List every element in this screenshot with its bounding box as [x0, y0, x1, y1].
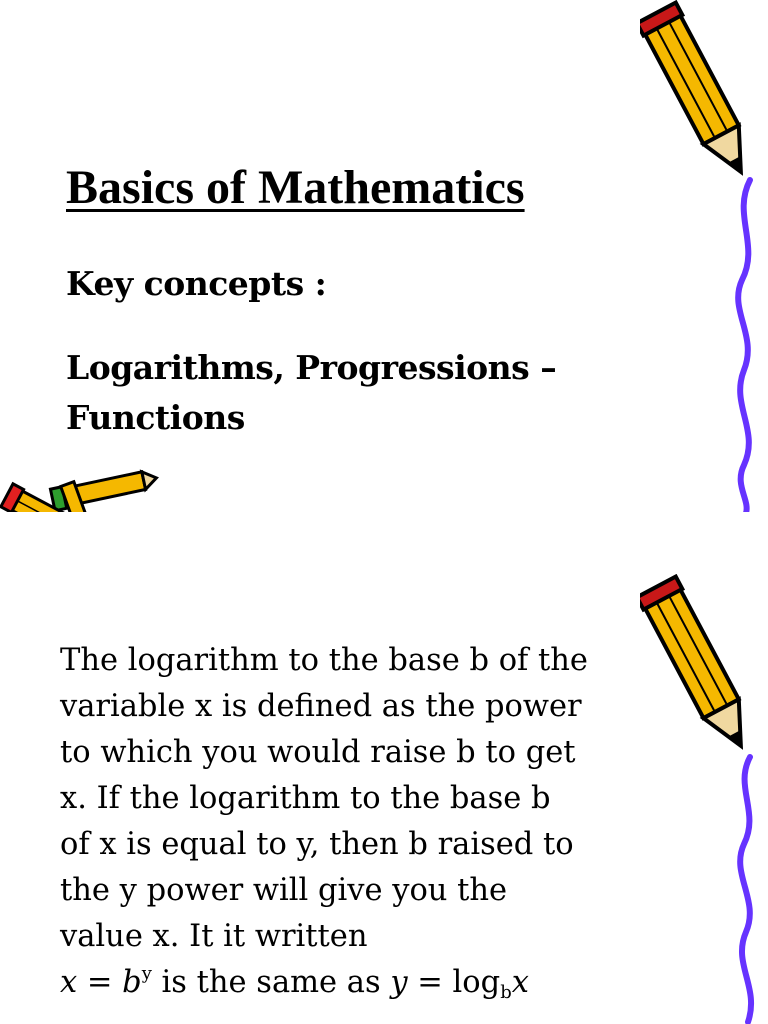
key-concepts-label: Key concepts : [66, 264, 327, 303]
pencil-icon [640, 0, 760, 190]
squiggle-line [720, 175, 768, 512]
formula-middle-text: is the same as [151, 965, 391, 1000]
topics-text: Logarithms, Progressions – Functions [66, 348, 557, 437]
crossed-pencils-icon [0, 462, 160, 512]
slide-2 [0, 512, 768, 1024]
logarithm-definition: The logarithm to the base b of the variable x is defined as the power to which you would raise b to get x. If the logarithm to the base b of x is equal to y, then b raised to the y power will give you the value x. It it written [60, 643, 588, 954]
formula-log: log [452, 965, 501, 1000]
formula-x: x [60, 965, 78, 1000]
slide-title: Basics of Mathematics [66, 161, 525, 214]
formula-exponent: y [141, 963, 152, 984]
formula-equals-2: = [407, 965, 453, 1000]
formula-equals-1: = [77, 965, 123, 1000]
formula-base: b [122, 965, 142, 1000]
formula-log-base: b [500, 982, 512, 1003]
formula-argument: x [511, 965, 529, 1000]
formula-y: y [390, 965, 408, 1000]
logarithm-formula [60, 960, 529, 1006]
